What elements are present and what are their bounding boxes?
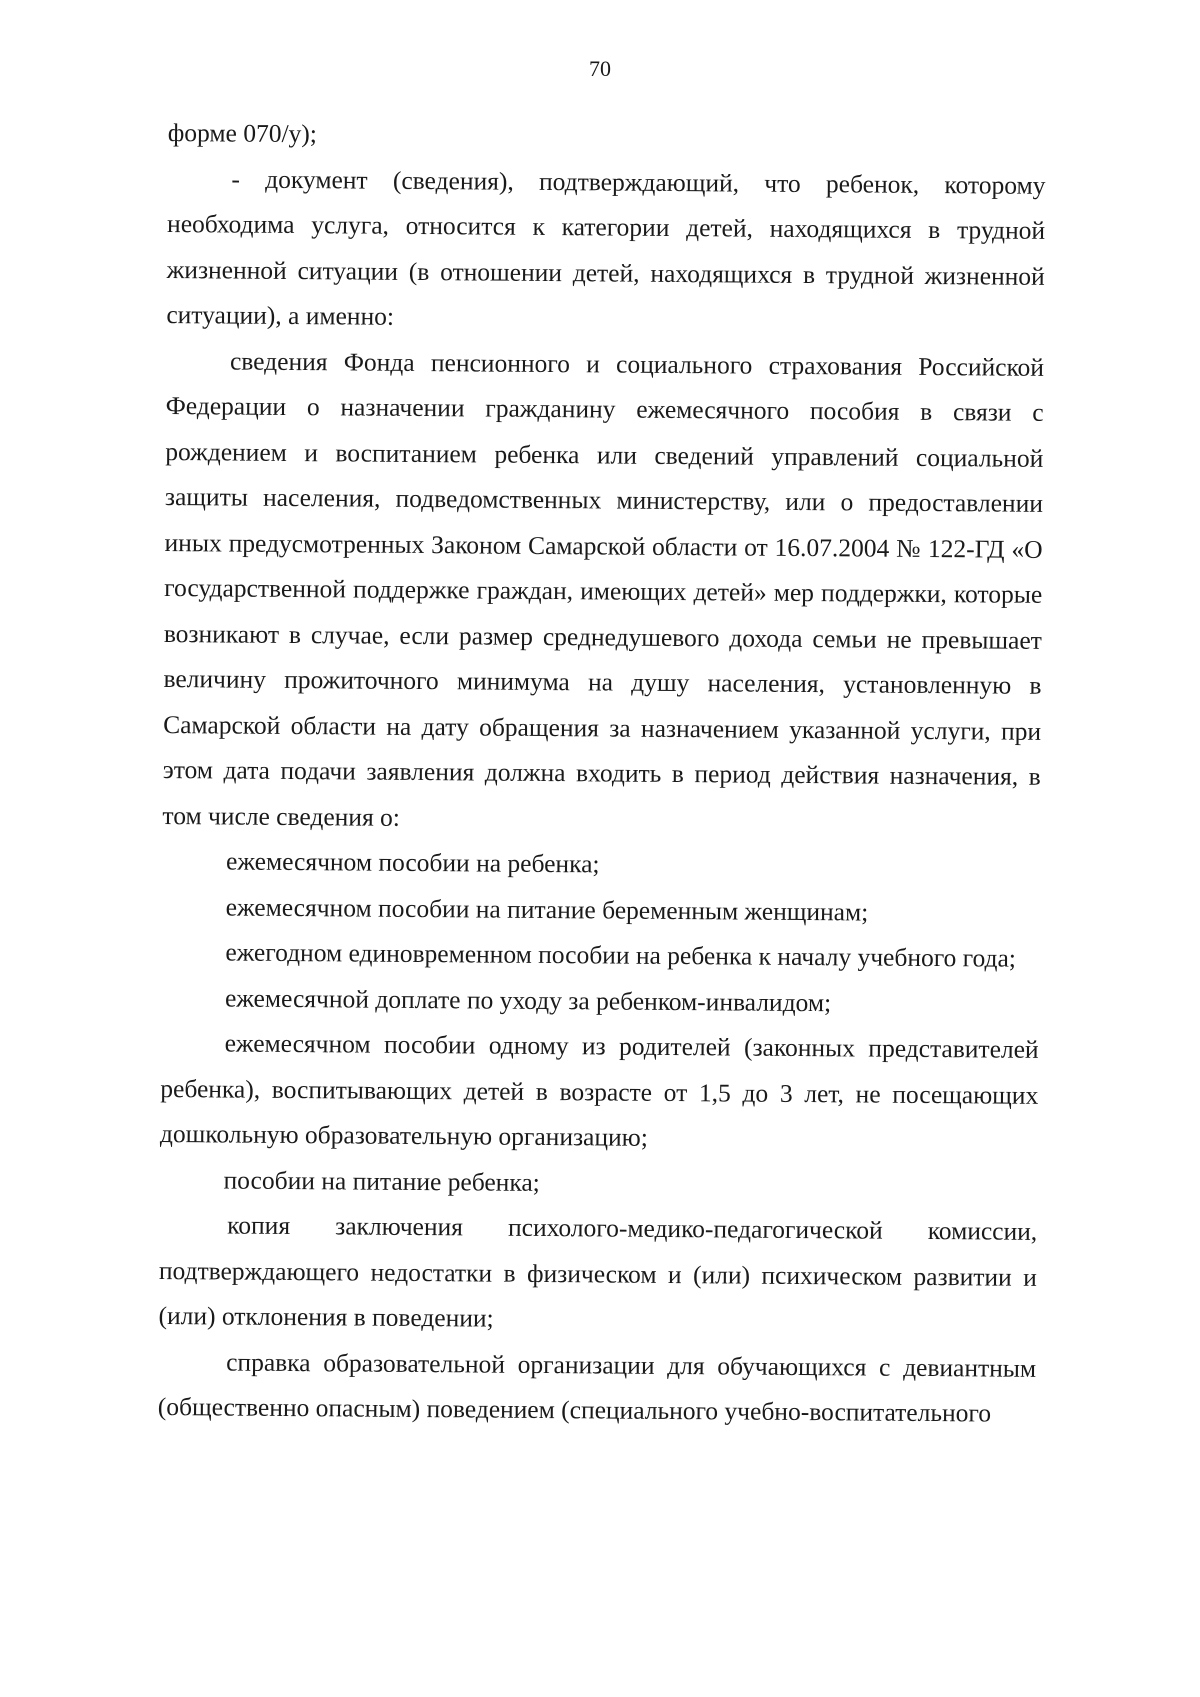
paragraph-pension-fund-info: сведения Фонда пенсионного и социального страхования Российской Федерации о назначении гражданину ежемесячного пособия в связи с рождением и воспитанием ребенка или сведений управлений социальной защиты населения, подведомственных министерству, или о предоставлении иных предусмотренных Законом Самарской области от 16.07.2004 № 122-ГД «О государственной поддержке граждан, имеющих детей» мер поддержки, которые возникают в случае, если размер среднедушевого дохода семьи не превышает величину прожиточного минимума на душу населения, установленную в Самарской области на дату обращения за назначением указанной услуги, при этом дата подачи заявления должна входить в период действия назначения, в том числе сведения о: (162, 345, 1045, 832)
paragraph-form-continuation: форме 070/у); (167, 117, 318, 149)
paragraph-pmpk-conclusion: копия заключения психолого-медико-педагогической комиссии, подтверждающего недостатки в физическом и (или) психическом развитии и (или) отклонения в поведении; (158, 1210, 1038, 1333)
list-item: ежемесячном пособии на ребенка; (225, 846, 600, 879)
list-item: пособии на питание ребенка; (223, 1164, 540, 1197)
list-item: ежемесячном пособии на питание беременным женщинам; (225, 891, 869, 927)
document-body (158, 110, 1046, 1436)
list-item: ежемесячной доплате по уходу за ребенком-инвалидом; (224, 982, 832, 1017)
paragraph-trudnaya-situatsiya-document: - документ (сведения), подтверждающий, что ребенок, которому необходима услуга, относится к категории детей, находящихся в трудной жизненной ситуации (в отношении детей, находящихся в трудной жизненной ситуации), а именно: (166, 164, 1046, 331)
list-item: ежегодном единовременном пособии на ребенка к началу учебного года; (225, 937, 1017, 973)
list-item: ежемесячном пособии одному из родителей (законных представителей ребенка), воспитывающих детей в возрасте от 1,5 до 3 лет, не посещающих дошкольную образовательную организацию; (159, 1028, 1039, 1152)
page-number: 70 (589, 56, 611, 81)
paragraph-school-certificate: справка образовательной организации для обучающихся с девиантным (общественно опасным) поведением (специального учебно-воспитательного (157, 1346, 1037, 1428)
